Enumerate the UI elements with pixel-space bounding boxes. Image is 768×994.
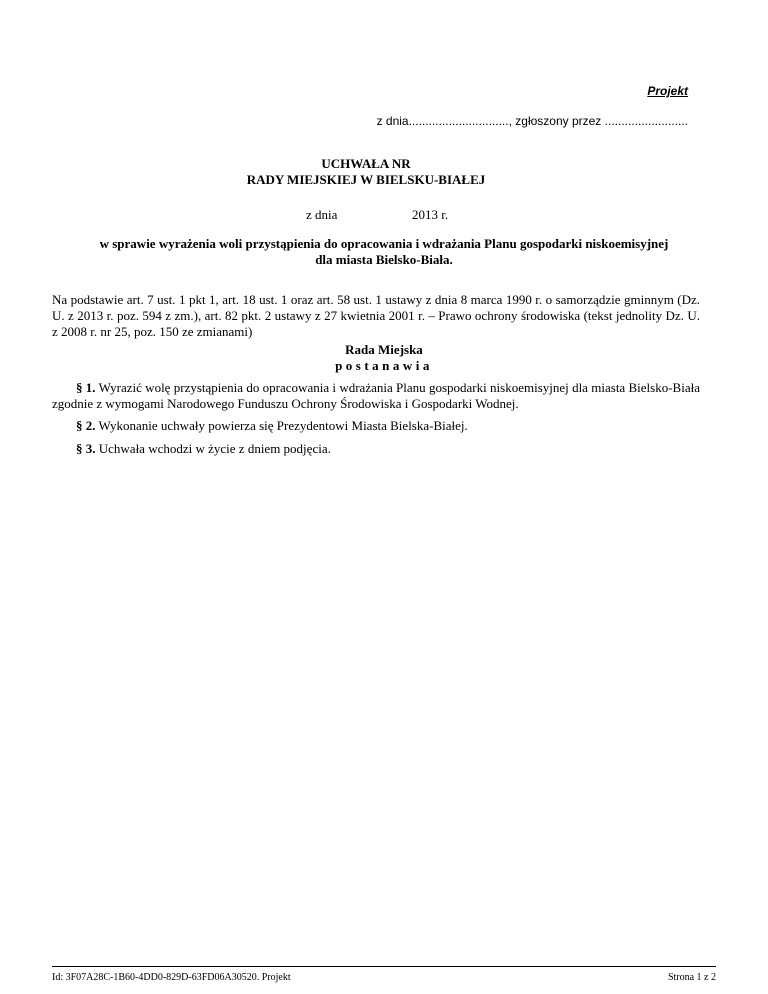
subject-line-1: w sprawie wyrażenia woli przystąpienia do opracowania i wdrażania Planu gospodarki niskoemisyjnej — [99, 236, 669, 251]
paragraph-1 — [52, 380, 700, 412]
resolution-title: UCHWAŁA NR — [321, 156, 411, 171]
paragraph-text: Wykonanie uchwały powierza się Prezydentowi Miasta Bielska-Białej. — [95, 418, 468, 433]
subject-line-2: dla miasta Bielsko-Biała. — [315, 252, 453, 267]
paragraph-2 — [76, 418, 700, 434]
paragraph-3 — [76, 441, 700, 457]
council-name: RADY MIEJSKIEJ W BIELSKU-BIAŁEJ — [246, 172, 486, 187]
paragraph-number: § 1. — [76, 380, 96, 395]
legal-basis: Na podstawie art. 7 ust. 1 pkt 1, art. 18 ust. 1 oraz art. 58 ust. 1 ustawy z dnia 8 marca 1990 r. o samorządzie gminnym (Dz. U. z 2013 r. poz. 594 z zm.), art. 82 pkt. 2 ustawy z 27 kwietnia 2001 r. – Prawo ochrony środowiska (tekst jednolity Dz. U. z 2008 r. nr 25, poz. 150 ze zmianami) — [52, 292, 700, 339]
paragraph-number: § 2. — [76, 418, 96, 433]
footer-divider — [52, 966, 716, 967]
page-number: Strona 1 z 2 — [667, 972, 716, 983]
paragraph-text: Uchwała wchodzi w życie z dniem podjęcia. — [95, 441, 331, 456]
date-year: 2013 r. — [412, 207, 449, 222]
decides-heading: postanawia — [335, 358, 433, 373]
projekt-label: Projekt — [647, 84, 688, 98]
paragraph-number: § 3. — [76, 441, 96, 456]
submission-line: z dnia.............................., zgłoszony przez ......................... — [376, 114, 688, 128]
resolution-subject — [60, 236, 708, 268]
document-id: Id: 3F07A28C-1B60-4DD0-829D-63FD06A30520. Projekt — [52, 972, 291, 983]
paragraph-text: Wyrazić wolę przystąpienia do opracowania i wdrażania Planu gospodarki niskoemisyjnej dla miasta Bielsko-Biała zgodnie z wymogami Narodowego Funduszu Ochrony Środowiska i Gospodarki Wodnej. — [52, 380, 700, 411]
council-heading: Rada Miejska — [345, 342, 423, 357]
date-prefix: z dnia — [306, 207, 338, 222]
